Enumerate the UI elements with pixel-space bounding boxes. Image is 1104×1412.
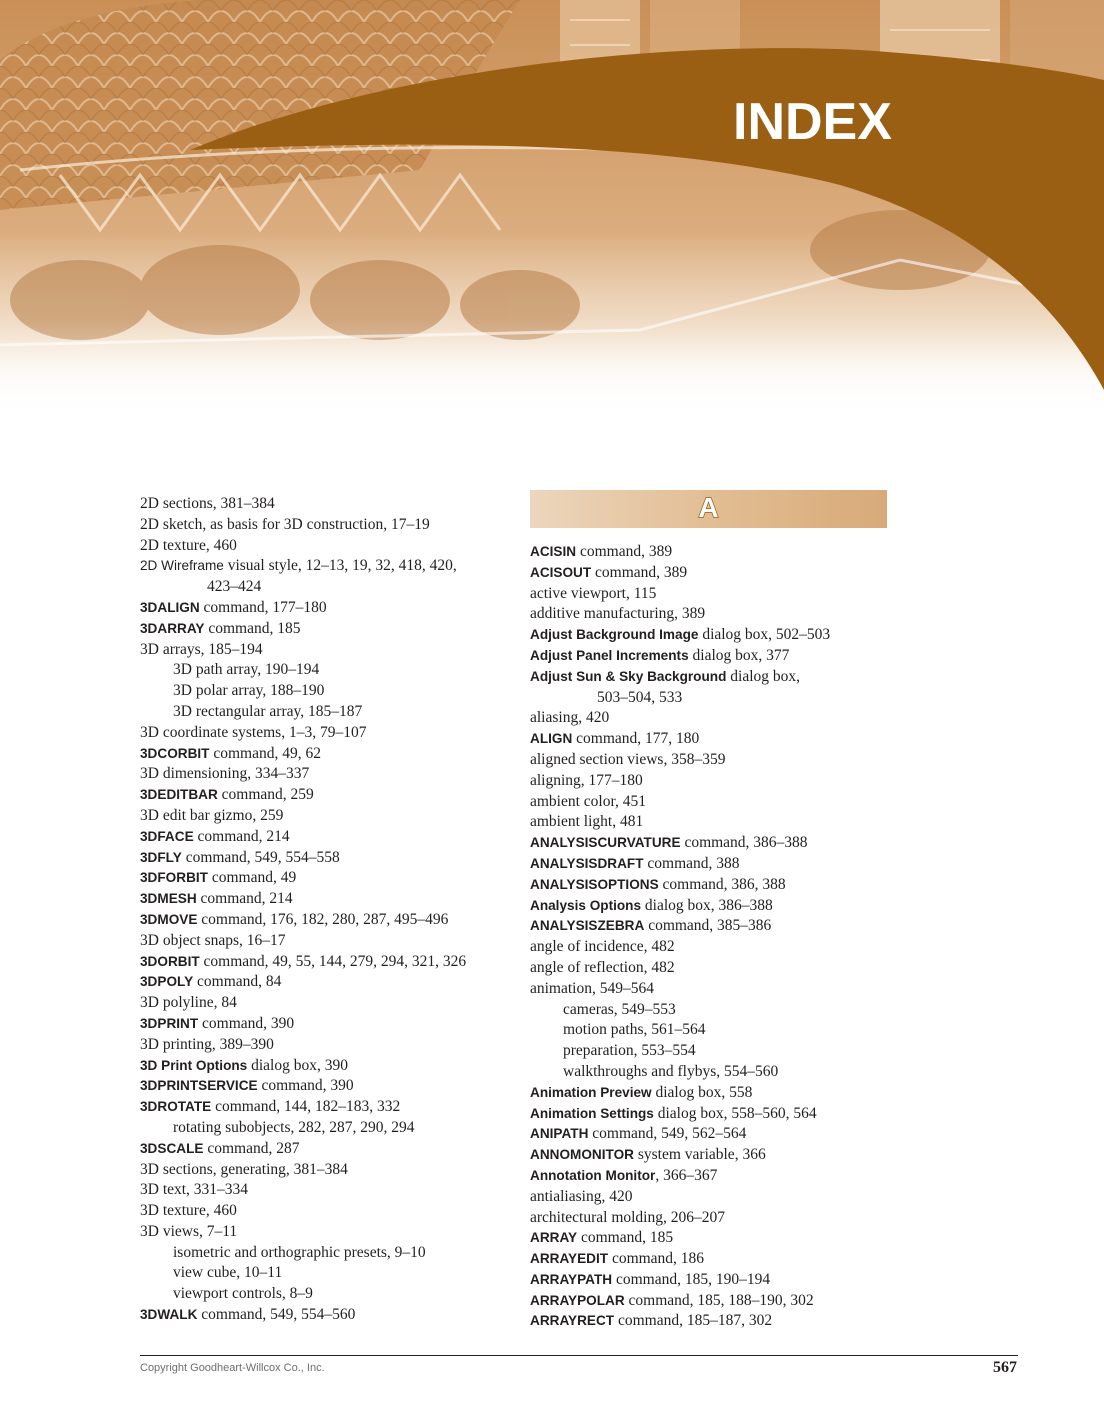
index-column-left <box>140 494 520 1326</box>
index-entry <box>530 1208 910 1229</box>
index-entry <box>140 723 520 744</box>
index-text: command, 185 <box>577 1229 674 1247</box>
index-text: command, 84 <box>193 973 282 991</box>
index-text: aliasing, 420 <box>530 709 610 727</box>
index-text: dialog box, 377 <box>688 646 790 664</box>
index-keyword: ANALYSISCURVATURE <box>530 835 681 851</box>
index-text: 3D polyline, 84 <box>140 994 237 1012</box>
index-entry <box>530 1083 910 1104</box>
index-text: dialog box, <box>726 667 801 685</box>
header-banner <box>0 0 1104 480</box>
index-entry <box>140 952 520 973</box>
index-keyword: 3DMESH <box>140 891 197 907</box>
index-subentry <box>140 702 520 723</box>
copyright-notice: Copyright Goodheart-Willcox Co., Inc. <box>140 1362 325 1374</box>
index-subentry <box>140 1243 520 1264</box>
index-entry <box>530 604 910 625</box>
index-entry <box>140 1305 520 1326</box>
index-column-right <box>530 490 910 1332</box>
index-text: walkthroughs and flybys, 554–560 <box>563 1062 779 1080</box>
index-entry <box>530 916 910 937</box>
index-keyword: ANIPATH <box>530 1126 589 1142</box>
index-text: command, 186 <box>608 1250 705 1268</box>
index-entries-a <box>530 542 910 1332</box>
index-text: 3D coordinate systems, 1–3, 79–107 <box>140 723 367 741</box>
index-entry <box>530 1249 910 1270</box>
index-text: dialog box, 558 <box>651 1083 753 1101</box>
index-entry <box>530 1124 910 1145</box>
index-entry <box>140 1201 520 1222</box>
index-entry <box>140 1139 520 1160</box>
index-keyword: 3DMOVE <box>140 911 198 927</box>
index-text: command, 176, 182, 280, 287, 495–496 <box>197 910 449 928</box>
index-entry <box>140 931 520 952</box>
index-text: command, 287 <box>203 1139 300 1157</box>
index-text: 2D sections, 381–384 <box>140 495 275 512</box>
index-entry <box>140 910 520 931</box>
index-text: command, 177–180 <box>199 598 327 616</box>
index-keyword: 3DARRAY <box>140 620 205 636</box>
index-keyword: Animation Settings <box>530 1105 654 1121</box>
index-text: command, 390 <box>257 1077 354 1095</box>
index-entry <box>140 1056 520 1077</box>
index-entry <box>530 812 910 833</box>
index-text: aligned section views, 358–359 <box>530 750 726 768</box>
index-text: command, 214 <box>193 827 290 845</box>
index-entry <box>140 598 520 619</box>
index-entry <box>530 1228 910 1249</box>
index-entry <box>140 972 520 993</box>
index-continuation: 503–504, 533 <box>597 688 683 706</box>
index-entry <box>530 792 910 813</box>
index-text: command, 49, 62 <box>209 744 321 762</box>
index-text: visual style, 12–13, 19, 32, 418, 420, <box>223 557 457 575</box>
index-text: isometric and orthographic presets, 9–10 <box>173 1243 426 1261</box>
index-subentry <box>530 1020 910 1041</box>
index-text: 3D rectangular array, 185–187 <box>173 702 363 720</box>
index-entry <box>140 827 520 848</box>
index-keyword: 3DCORBIT <box>140 745 210 761</box>
index-subentry <box>530 1062 910 1083</box>
index-keyword: ARRAY <box>530 1230 578 1246</box>
index-keyword: 3D Print Options <box>140 1057 248 1073</box>
index-text: architectural molding, 206–207 <box>530 1208 725 1226</box>
index-text: command, 49, 55, 144, 279, 294, 321, 326 <box>199 952 467 970</box>
index-keyword: ANNOMONITOR <box>530 1147 634 1163</box>
index-text: 3D polar array, 188–190 <box>173 682 325 700</box>
index-text: ambient light, 481 <box>530 813 644 831</box>
index-entry <box>530 584 910 605</box>
index-entry <box>140 640 520 661</box>
index-entry <box>140 806 520 827</box>
index-text: 3D printing, 389–390 <box>140 1035 274 1053</box>
index-keyword: ACISIN <box>530 544 577 559</box>
index-keyword: 3DFLY <box>140 849 182 865</box>
index-text: command, 185–187, 302 <box>614 1312 773 1330</box>
page-title: INDEX <box>733 93 892 151</box>
index-text: command, 386–388 <box>680 834 808 852</box>
index-text: 2D texture, 460 <box>140 536 237 554</box>
index-entry <box>530 625 910 646</box>
index-text: 2D sketch, as basis for 3D construction, 17–19 <box>140 515 430 533</box>
index-text: command, 549, 554–558 <box>181 848 340 866</box>
index-keyword: 3DFACE <box>140 828 194 844</box>
index-entry <box>140 1097 520 1118</box>
index-text: 3D views, 7–11 <box>140 1222 238 1240</box>
index-entry <box>140 1014 520 1035</box>
index-entry <box>140 993 520 1014</box>
index-text: 3D texture, 460 <box>140 1202 237 1220</box>
index-text: angle of incidence, 482 <box>530 938 675 956</box>
index-subentry <box>530 1000 910 1021</box>
index-entry <box>530 667 910 709</box>
index-text: dialog box, 386–388 <box>641 896 773 914</box>
index-text: additive manufacturing, 389 <box>530 605 706 623</box>
index-keyword: ALIGN <box>530 731 573 747</box>
index-entry <box>140 868 520 889</box>
index-entry <box>140 619 520 640</box>
index-text: command, 388 <box>643 854 740 872</box>
index-text: command, 389 <box>591 563 688 581</box>
index-text: angle of reflection, 482 <box>530 958 675 976</box>
index-text: command, 386, 388 <box>658 875 786 893</box>
index-subentry <box>140 660 520 681</box>
index-text: 3D arrays, 185–194 <box>140 640 263 658</box>
index-text: 3D sections, generating, 381–384 <box>140 1160 348 1178</box>
index-entry <box>530 1166 910 1187</box>
index-continuation: 423–424 <box>207 578 262 596</box>
index-entry <box>530 854 910 875</box>
index-entry <box>530 937 910 958</box>
index-keyword: Adjust Background Image <box>530 627 699 643</box>
index-entry <box>530 1311 910 1332</box>
index-keyword: 3DORBIT <box>140 953 200 969</box>
index-entry <box>530 896 910 917</box>
index-entry <box>530 1104 910 1125</box>
index-text: command, 549, 554–560 <box>197 1306 356 1324</box>
index-text: view cube, 10–11 <box>173 1264 283 1282</box>
index-entry <box>140 536 520 557</box>
index-entry <box>530 563 910 584</box>
index-text: dialog box, 558–560, 564 <box>653 1104 817 1122</box>
index-entry <box>140 1076 520 1097</box>
index-text: motion paths, 561–564 <box>563 1021 706 1039</box>
index-text: command, 144, 182–183, 332 <box>211 1098 401 1116</box>
index-text: , 366–367 <box>655 1166 718 1184</box>
index-text: aligning, 177–180 <box>530 771 643 789</box>
index-entry <box>530 833 910 854</box>
index-text: 3D dimensioning, 334–337 <box>140 765 310 783</box>
index-entry <box>530 646 910 667</box>
index-text: command, 177, 180 <box>572 730 700 748</box>
index-entry <box>140 1035 520 1056</box>
index-keyword: 3DALIGN <box>140 599 200 615</box>
index-entry <box>530 771 910 792</box>
index-entry <box>140 556 520 598</box>
index-text: ambient color, 451 <box>530 792 647 810</box>
index-entry <box>140 494 520 515</box>
index-entry <box>140 1160 520 1181</box>
index-entry <box>530 1187 910 1208</box>
index-keyword: ARRAYPATH <box>530 1271 613 1287</box>
index-subentry <box>140 681 520 702</box>
section-letter: A <box>698 492 719 523</box>
index-keyword: ARRAYEDIT <box>530 1251 609 1267</box>
index-entry <box>530 750 910 771</box>
index-entry <box>530 1145 910 1166</box>
index-entry <box>530 958 910 979</box>
index-text: cameras, 549–553 <box>563 1000 676 1018</box>
index-keyword: ARRAYPOLAR <box>530 1292 625 1308</box>
index-subentry <box>140 1118 520 1139</box>
index-text: dialog box, 390 <box>247 1056 348 1074</box>
index-keyword: 3DFORBIT <box>140 870 208 886</box>
index-entry <box>530 1270 910 1291</box>
index-keyword: ACISOUT <box>530 564 592 580</box>
index-entry <box>530 708 910 729</box>
index-text: animation, 549–564 <box>530 979 654 997</box>
index-keyword: 3DPRINTSERVICE <box>140 1078 258 1094</box>
index-keyword: ANALYSISOPTIONS <box>530 876 659 892</box>
index-text: active viewport, 115 <box>530 584 657 602</box>
index-text: viewport controls, 8–9 <box>173 1285 313 1303</box>
page-number: 567 <box>993 1359 1017 1376</box>
index-text: command, 214 <box>196 890 293 908</box>
index-text: command, 389 <box>576 543 673 560</box>
index-keyword: 3DSCALE <box>140 1140 204 1156</box>
index-subentry <box>140 1263 520 1284</box>
index-keyword: 3DPRINT <box>140 1015 199 1031</box>
index-text: command, 390 <box>198 1014 295 1032</box>
index-text: command, 49 <box>207 869 297 887</box>
index-text: command, 185, 188–190, 302 <box>624 1291 814 1309</box>
index-text: 3D edit bar gizmo, 259 <box>140 806 284 824</box>
index-entry <box>140 515 520 536</box>
index-text: preparation, 553–554 <box>563 1042 696 1060</box>
index-keyword: Analysis Options <box>530 897 642 913</box>
index-text: 3D object snaps, 16–17 <box>140 931 286 949</box>
index-subentry <box>140 1284 520 1305</box>
index-entry <box>140 785 520 806</box>
index-keyword: 3DEDITBAR <box>140 787 218 803</box>
index-keyword: Adjust Panel Increments <box>530 647 689 663</box>
index-entry <box>140 848 520 869</box>
index-text: command, 185, 190–194 <box>612 1270 771 1288</box>
index-keyword: ANALYSISZEBRA <box>530 918 645 934</box>
index-entry <box>530 875 910 896</box>
index-keyword: 3DROTATE <box>140 1099 212 1115</box>
index-text: 3D text, 331–334 <box>140 1181 249 1199</box>
index-keyword: Annotation Monitor <box>530 1167 656 1183</box>
index-subentry <box>530 1041 910 1062</box>
index-keyword: 2D Wireframe <box>140 558 224 574</box>
index-entry <box>140 1222 520 1243</box>
footer-rule <box>140 1355 1018 1356</box>
index-entry <box>530 729 910 750</box>
index-keyword: Adjust Sun & Sky Background <box>530 668 727 684</box>
index-text: 3D path array, 190–194 <box>173 661 320 679</box>
index-text: command, 185 <box>204 619 301 637</box>
index-entry <box>140 764 520 785</box>
index-entry <box>140 744 520 765</box>
index-text: command, 549, 562–564 <box>588 1125 747 1143</box>
index-text: antialiasing, 420 <box>530 1187 633 1205</box>
index-text: rotating subobjects, 282, 287, 290, 294 <box>173 1118 415 1136</box>
index-text: system variable, 366 <box>633 1146 766 1164</box>
index-keyword: 3DWALK <box>140 1307 198 1323</box>
index-keyword: 3DPOLY <box>140 974 194 990</box>
index-entry <box>530 979 910 1000</box>
index-text: dialog box, 502–503 <box>698 626 831 644</box>
index-text: command, 385–386 <box>644 917 772 935</box>
index-keyword: ANALYSISDRAFT <box>530 855 644 871</box>
index-keyword: Animation Preview <box>530 1084 652 1100</box>
index-keyword: ARRAYRECT <box>530 1313 615 1329</box>
index-entry <box>140 1180 520 1201</box>
index-entry <box>530 1291 910 1312</box>
section-letter-bar <box>530 490 887 528</box>
index-entry <box>530 542 910 563</box>
index-entry <box>140 889 520 910</box>
index-text: command, 259 <box>217 786 314 804</box>
